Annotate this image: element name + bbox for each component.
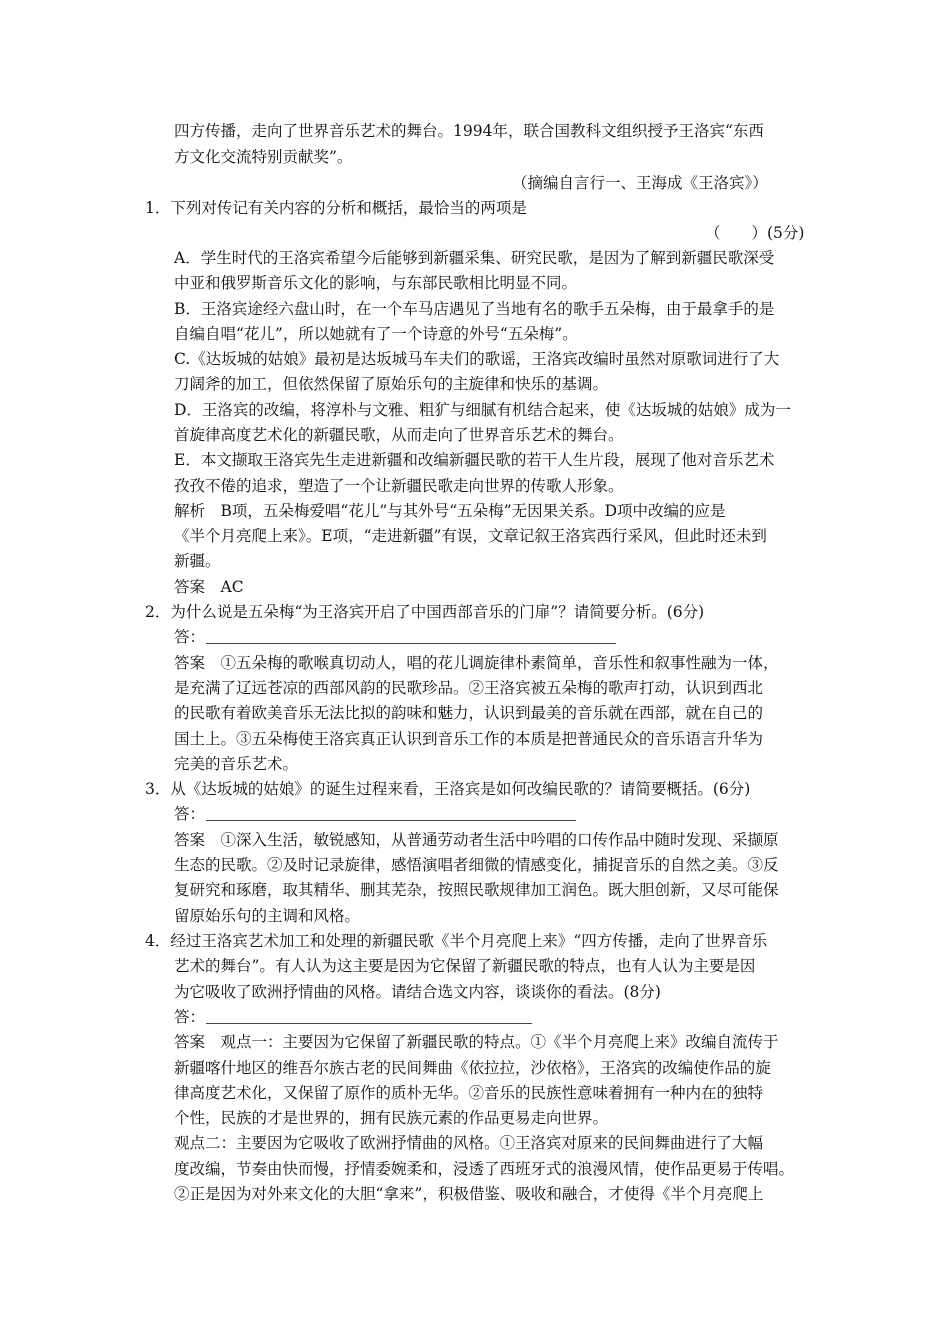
question-4-stem: 为它吸收了欧洲抒情曲的风格。请结合选文内容，谈谈你的看法。(8分) <box>174 983 661 1001</box>
option-e: E．本文撷取王洛宾先生走进新疆和改编新疆民歌的若干人生片段，展现了他对音乐艺术 <box>174 451 775 469</box>
option-e: 孜孜不倦的追求，塑造了一个让新疆民歌走向世界的传歌人形象。 <box>174 477 624 495</box>
answer-text: 答案 ①深入生活，敏锐感知，从普通劳动者生活中吟唱的口传作品中随时发现、采撷原 <box>174 831 779 849</box>
option-d: D．王洛宾的改编，将淳朴与文雅、粗犷与细腻有机结合起来，使《达坂城的姑娘》成为一 <box>174 401 791 419</box>
question-3-stem: 3．从《达坂城的姑娘》的诞生过程来看，王洛宾是如何改编民歌的？请简要概括。(6分) <box>145 780 751 798</box>
question-2-stem: 2．为什么说是五朵梅“为王洛宾开启了中国西部音乐的门扉”？请简要分析。(6分) <box>145 603 705 621</box>
question-1-stem: 1．下列对传记有关内容的分析和概括，最恰当的两项是 <box>145 199 527 217</box>
source-citation: （摘编自言行一、王海成《王洛宾》） <box>512 174 768 192</box>
option-c: 刀阔斧的加工，但依然保留了原始乐句的主旋律和快乐的基调。 <box>174 375 609 393</box>
option-d: 首旋律高度艺术化的新疆民歌，从而走向了世界音乐艺术的舞台。 <box>174 426 624 444</box>
question-4-stem: 4．经过王洛宾艺术加工和处理的新疆民歌《半个月亮爬上来》“四方传播，走向了世界音乐 <box>145 932 768 950</box>
answer-text: 度改编，节奏由快而慢，抒情委婉柔和，浸透了西班牙式的浪漫风情，使作品更易于传唱。 <box>174 1160 795 1178</box>
intro-line: 四方传播，走向了世界音乐艺术的舞台。1994年，联合国教科文组织授予王洛宾“东西 <box>174 122 764 140</box>
intro-line: 方文化交流特别贡献奖”。 <box>174 148 353 166</box>
question-1-score: （ ）(5分) <box>705 224 805 242</box>
analysis-text: 《半个月亮爬上来》。E项，“走进新疆”有误，文章记叙王洛宾西行采风，但此时还未到 <box>174 527 767 545</box>
answer-label: 答： <box>174 1008 206 1026</box>
answer-text: 留原始乐句的主调和风格。 <box>174 907 361 925</box>
answer-text: 生态的民歌。②及时记录旋律，感悟演唱者细微的情感变化，捕捉音乐的自然之美。③反 <box>174 856 779 874</box>
answer-text: 复研究和琢磨，取其精华、删其芜杂，按照民歌规律加工润色。既大胆创新，又尽可能保 <box>174 881 779 899</box>
answer-text: 答案 观点一：主要因为它保留了新疆民歌的特点。①《半个月亮爬上来》改编自流传于 <box>174 1033 779 1051</box>
answer-text: 答案 ①五朵梅的歌喉真切动人，唱的花儿调旋律朴素简单，音乐性和叙事性融为一体， <box>174 654 779 672</box>
option-b: B．王洛宾途经六盘山时，在一个车马店遇见了当地有名的歌手五朵梅，由于最拿手的是 <box>174 300 775 318</box>
answer-blank[interactable] <box>206 643 616 644</box>
answer-text: 是充满了辽远苍凉的西部风韵的民歌珍品。②王洛宾被五朵梅的歌声打动，认识到西北 <box>174 679 764 697</box>
question-4-stem: 艺术的舞台”。有人认为这主要是因为它保留了新疆民歌的特点，也有人认为主要是因 <box>174 957 756 975</box>
answer-text: 个性，民族的才是世界的，拥有民族元素的作品更易走向世界。 <box>174 1109 609 1127</box>
answer-text: 的民歌有着欧美音乐无法比拟的韵味和魅力，认识到最美的音乐就在西部，就在自己的 <box>174 704 764 722</box>
option-c: C.《达坂城的姑娘》最初是达坂城马车夫们的歌谣，王洛宾改编时虽然对原歌词进行了大 <box>174 350 780 368</box>
answer-text: ②正是因为对外来文化的大胆“拿来”，积极借鉴、吸收和融合，才使得《半个月亮爬上 <box>174 1185 764 1203</box>
answer-text: 国土上。③五朵梅使王洛宾真正认识到音乐工作的本质是把普通民众的音乐语言升华为 <box>174 730 764 748</box>
answer-label: 答： <box>174 628 206 646</box>
answer-blank[interactable] <box>206 1023 532 1024</box>
answer-text: 完美的音乐艺术。 <box>174 755 299 773</box>
analysis-text: 新疆。 <box>174 552 221 570</box>
answer-blank[interactable] <box>206 820 576 821</box>
answer-label: 答： <box>174 805 206 823</box>
answer-text: 律高度艺术化，又保留了原作的质朴无华。②音乐的民族性意味着拥有一种内在的独特 <box>174 1084 764 1102</box>
option-a: A．学生时代的王洛宾希望今后能够到新疆采集、研究民歌，是因为了解到新疆民歌深受 <box>174 249 775 267</box>
option-a: 中亚和俄罗斯音乐文化的影响，与东部民歌相比明显不同。 <box>174 274 578 292</box>
answer-text: 观点二：主要因为它吸收了欧洲抒情曲的风格。①王洛宾对原来的民间舞曲进行了大幅 <box>174 1134 764 1152</box>
answer-text: 新疆喀什地区的维吾尔族古老的民间舞曲《依拉拉，沙依格》，王洛宾的改编使作品的旋 <box>174 1059 771 1077</box>
option-b: 自编自唱“花儿”，所以她就有了一个诗意的外号“五朵梅”。 <box>174 325 578 343</box>
answer-text: 答案 AC <box>174 578 244 596</box>
analysis-text: 解析 B项，五朵梅爱唱“花儿”与其外号“五朵梅”无因果关系。D项中改编的应是 <box>174 502 726 520</box>
